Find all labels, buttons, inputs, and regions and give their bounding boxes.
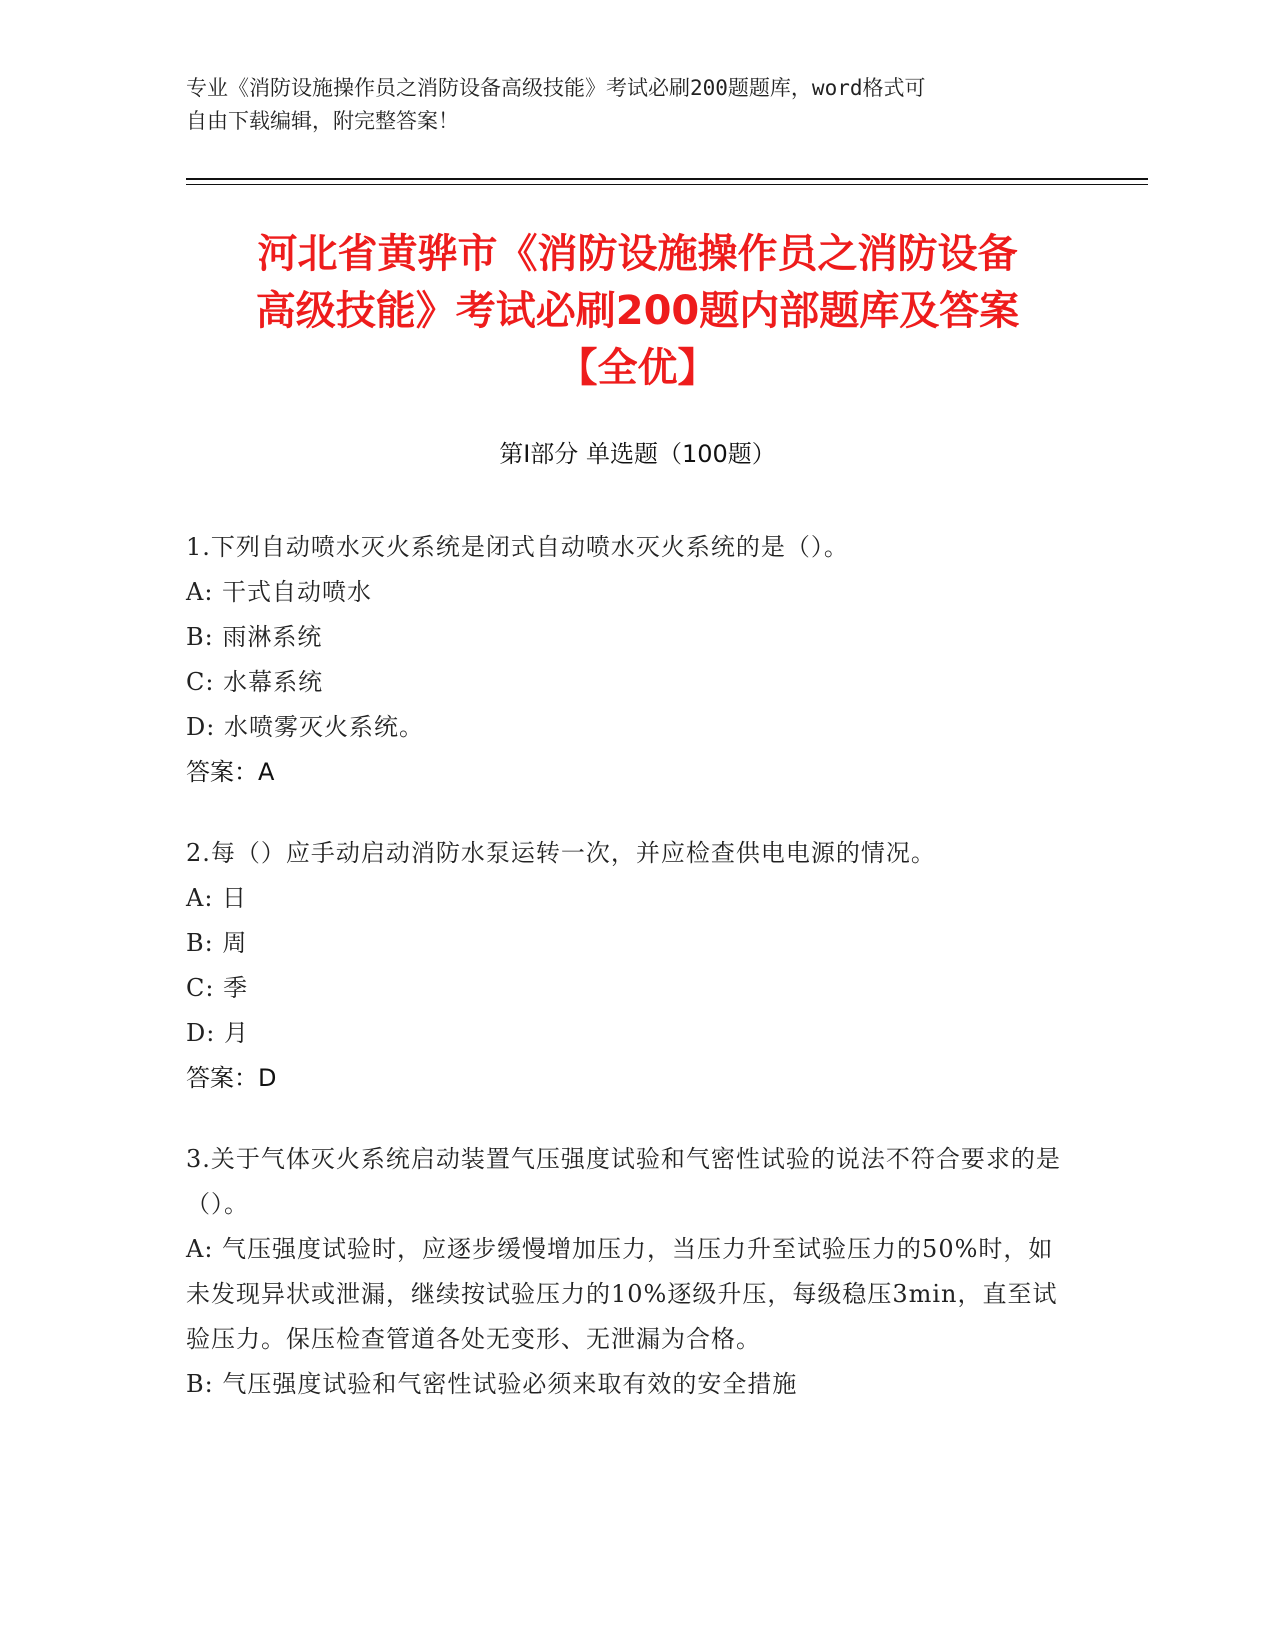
option-b: B: 气压强度试验和气密性试验必须来取有效的安全措施 xyxy=(186,1370,798,1398)
document-title xyxy=(150,226,1125,397)
question-3 xyxy=(186,1137,1066,1407)
header-rule-thick xyxy=(186,178,1148,180)
option-a: A: 气压强度试验时，应逐步缓慢增加压力，当压力升至试验压力的50%时，如未发现异状或泄漏，继续按试验压力的10%逐级升压，每级稳压3min，直至试验压力。保压检查管道各处无变形、无泄漏为合格。 xyxy=(186,1235,1058,1353)
option-b: B: 周 xyxy=(186,929,248,957)
section-heading: 第Ⅰ部分 单选题（100题） xyxy=(499,440,776,468)
question-list xyxy=(186,525,1066,1443)
header-note-line-1: 专业《消防设施操作员之消防设备高级技能》考试必刷200题题库，word格式可 xyxy=(186,76,926,100)
document-title-line-3: 【全优】 xyxy=(557,345,718,391)
question-2 xyxy=(186,831,1066,1101)
option-d: D: 水喷雾灭火系统。 xyxy=(186,713,424,741)
header-note-line-2: 自由下载编辑，附完整答案！ xyxy=(186,109,459,133)
option-a: A: 干式自动喷水 xyxy=(186,578,373,606)
document-title-line-2: 高级技能》考试必刷200题内部题库及答案 xyxy=(255,288,1020,334)
question-1 xyxy=(186,525,1066,795)
question-stem: 3.关于气体灭火系统启动装置气压强度试验和气密性试验的说法不符合要求的是（）。 xyxy=(186,1145,1061,1218)
header-rule-thin xyxy=(186,184,1148,185)
option-c: C: 季 xyxy=(186,974,249,1002)
document-title-line-1: 河北省黄骅市《消防设施操作员之消防设备 xyxy=(257,231,1018,277)
option-b: B: 雨淋系统 xyxy=(186,623,323,651)
question-stem: 1.下列自动喷水灭火系统是闭式自动喷水灭火系统的是（）。 xyxy=(186,533,849,561)
question-stem: 2.每（）应手动启动消防水泵运转一次，并应检查供电电源的情况。 xyxy=(186,839,936,867)
option-a: A: 日 xyxy=(186,884,248,912)
answer: 答案：A xyxy=(186,758,275,786)
answer: 答案：D xyxy=(186,1064,277,1092)
option-d: D: 月 xyxy=(186,1019,249,1047)
option-c: C: 水幕系统 xyxy=(186,668,324,696)
header-note xyxy=(186,72,1066,138)
